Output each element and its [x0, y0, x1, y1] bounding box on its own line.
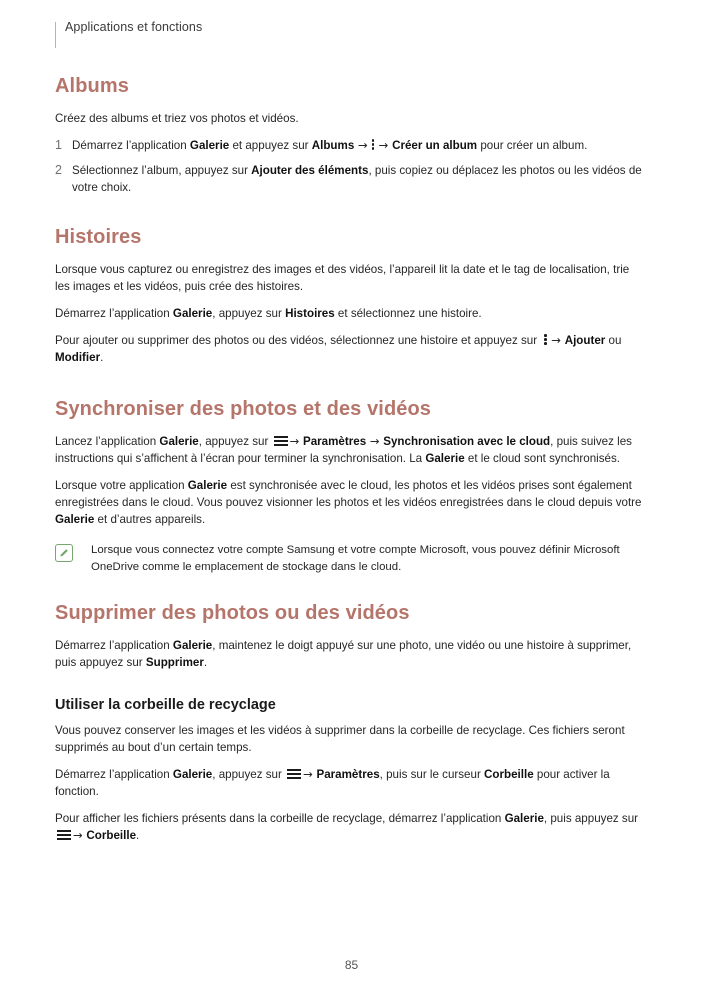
synchroniser-paragraph-2: Lorsque votre application Galerie est synchronisée avec le cloud, les photos et les vidéos prises sont également enregistrées dans le cloud. Vous pouvez visionner les photos et les vidéos enregistrées dans le cloud depuis votre Galerie et d’autres appareils. [55, 479, 642, 526]
hamburger-menu-icon [57, 829, 71, 841]
note-text: Lorsque vous connectez votre compte Samsung et votre compte Microsoft, vous pouvez définir Microsoft OneDrive comme le emplacement de stockage dans le cloud. [91, 544, 620, 573]
synchroniser-paragraph-1: Lancez l’application Galerie, appuyez sur → Paramètres → Synchronisation avec le cloud, puis suivez les instructions qui s’affichent à l’écran pour terminer la synchronisation. La Galerie et le cloud sont synchronisés. [55, 434, 632, 465]
note-pencil-icon [55, 544, 77, 562]
corbeille-paragraph-2: Démarrez l’application Galerie, appuyez sur → Paramètres, puis sur le curseur Corbeille pour activer la fonction. [55, 767, 610, 798]
corbeille-paragraph-3: Pour afficher les fichiers présents dans la corbeille de recyclage, démarrez l’application Galerie, puis appuyez sur → Corbeille. [55, 812, 639, 842]
supprimer-paragraph-1: Démarrez l’application Galerie, maintenez le doigt appuyé sur une photo, une vidéo ou une histoire à supprimer, puis appuyez sur Supprimer. [55, 639, 632, 669]
list-item [55, 162, 647, 196]
note-callout [55, 542, 647, 576]
subsection-heading-corbeille: Utiliser la corbeille de recyclage [55, 697, 276, 713]
page-number: 85 [344, 958, 359, 972]
section-heading-histoires: Histoires [55, 226, 142, 248]
section-heading-supprimer: Supprimer des photos ou des vidéos [55, 602, 410, 624]
section-heading-albums: Albums [55, 75, 129, 97]
step-text: Démarrez l’application Galerie et appuyez sur Albums → → Créer un album pour créer un album. [72, 138, 588, 152]
header-divider [55, 22, 56, 48]
section-heading-synchroniser: Synchroniser des photos et des vidéos [55, 398, 432, 420]
hamburger-menu-icon [287, 768, 301, 780]
kebab-menu-icon [541, 333, 550, 346]
header-title: Applications et fonctions [65, 20, 203, 34]
step-number: 1 [55, 138, 62, 152]
step-number: 2 [55, 163, 62, 177]
page-content [55, 75, 647, 854]
kebab-menu-icon [369, 138, 378, 151]
albums-intro: Créez des albums et triez vos photos et vidéos. [55, 112, 299, 125]
step-text: Sélectionnez l’album, appuyez sur Ajouter des éléments, puis copiez ou déplacez les photos ou les vidéos de votre choix. [72, 164, 642, 194]
histoires-paragraph-3: Pour ajouter ou supprimer des photos ou des vidéos, sélectionnez une histoire et appuyez sur → Ajouter ou Modifier. [55, 333, 622, 364]
hamburger-menu-icon [274, 435, 288, 447]
histoires-paragraph-1: Lorsque vous capturez ou enregistrez des images et des vidéos, l’appareil lit la date et le tag de localisation, trie les images et les vidéos, puis crée des histoires. [55, 263, 630, 293]
histoires-paragraph-2: Démarrez l’application Galerie, appuyez sur Histoires et sélectionnez une histoire. [55, 307, 482, 320]
list-item [55, 137, 647, 154]
corbeille-paragraph-1: Vous pouvez conserver les images et les vidéos à supprimer dans la corbeille de recyclage. Ces fichiers seront supprimés au bout d’un certain temps. [55, 724, 625, 754]
page-header [55, 20, 655, 50]
